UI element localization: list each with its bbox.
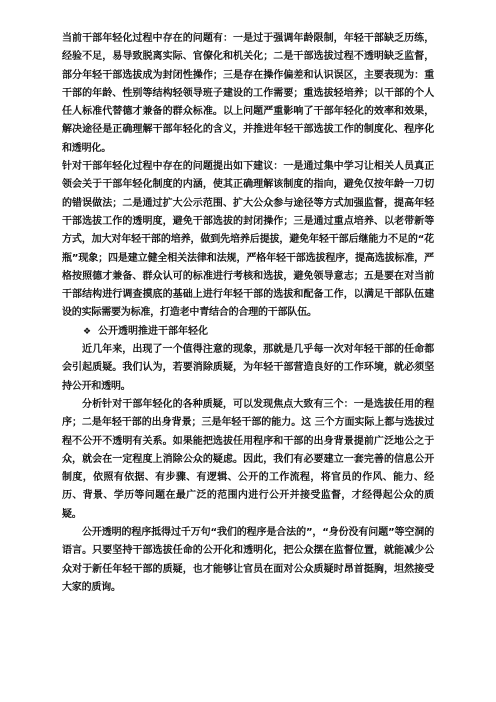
section-heading: [62, 323, 434, 341]
section-heading-text: 公开透明推进干部年轻化: [98, 325, 208, 337]
paragraph-suggestions: 针对干部年轻化过程中存在的问题提出如下建议：一是通过集中学习让相关人员真正领会关于干部年轻化制度的内涵，使其正确理解该制度的指向，避免仅按年龄一刀切的错误做法；二是通过扩大公示范围、扩大公众参与途径等方式加强监督，提高年轻干部选拔工作的透明度，避免干部选拔的封闭操作；三是通过重点培养、以老带新等方式，加大对年轻干部的培养，做到先培养后提拔，避免年轻干部后继能力不足的“花瓶”现象；四是建立健全相关法律和法规，严格年轻干部选拔程序，提高选拔标准，严格按照德才兼备、群众认可的标准进行考核和选拔，避免领导意志；五是要在对当前干部结构进行调查摸底的基础上进行年轻干部的选拔和配备工作，以满足干部队伍建设的实际需要为标准，打造老中青结合的合理的干部队伍。: [62, 161, 434, 319]
document-body: [62, 30, 434, 597]
diamond-bullet-icon: ❖: [82, 326, 92, 337]
paragraph-section-2: 分析针对干部年轻化的各种质疑，可以发现焦点大致有三个：一是选拔任用的程序；二是年轻干部的出身背景；三是年轻干部的能力。这 三个方面实际上都与选拔过程不公开不透明有关系。如果能把选拔任用程序和干部的出身背景提前广泛地公之于众，就会在一定程度上消除公众的疑虑。因此，我们有必要建立一套完善的信息公开制度，依照有依据、有步骤、有逻辑、公开的工作流程，将官员的作风、能力、经历、背景、学历等问题在最广泛的范围内进行公开并接受监督，才经得起公众的质疑。: [62, 398, 434, 520]
paragraph-section-1: 近几年来，出现了一个值得注意的现象，那就是几乎每一次对年轻干部的任命都会引起质疑。我们认为，若要消除质疑，为年轻干部营造良好的工作环境，就必须坚持公开和透明。: [62, 344, 434, 392]
paragraph-section-3: 公开透明的程序抵得过千万句“我们的程序是合法的”，“身份没有问题”等空洞的语言。只要坚持干部选拔任命的公开化和透明化，把公众摆在监督位置，就能减少公众对于新任年轻干部的质疑，也才能够让官员在面对公众质疑时昂首挺胸，坦然接受大家的质询。: [62, 527, 434, 593]
paragraph-problems: 当前干部年轻化过程中存在的问题有：一是过于强调年龄限制，年轻干部缺乏历练，经验不足，易导致脱离实际、官僚化和机关化；二是干部选拔过程不透明缺乏监督，部分年轻干部选拔成为封闭性操作；三是存在操作偏差和认识误区，主要表现为：重干部的年龄、性别等结构轻领导班子建设的工作需要；重选拔轻培养；以干部的个人任人标准代替德才兼备的群众标准。以上问题严重影响了干部年轻化的效率和效果，解决途径是正确理解干部年轻化的含义，并推进年轻干部选拔工作的制度化、程序化和透明化。: [62, 33, 434, 154]
